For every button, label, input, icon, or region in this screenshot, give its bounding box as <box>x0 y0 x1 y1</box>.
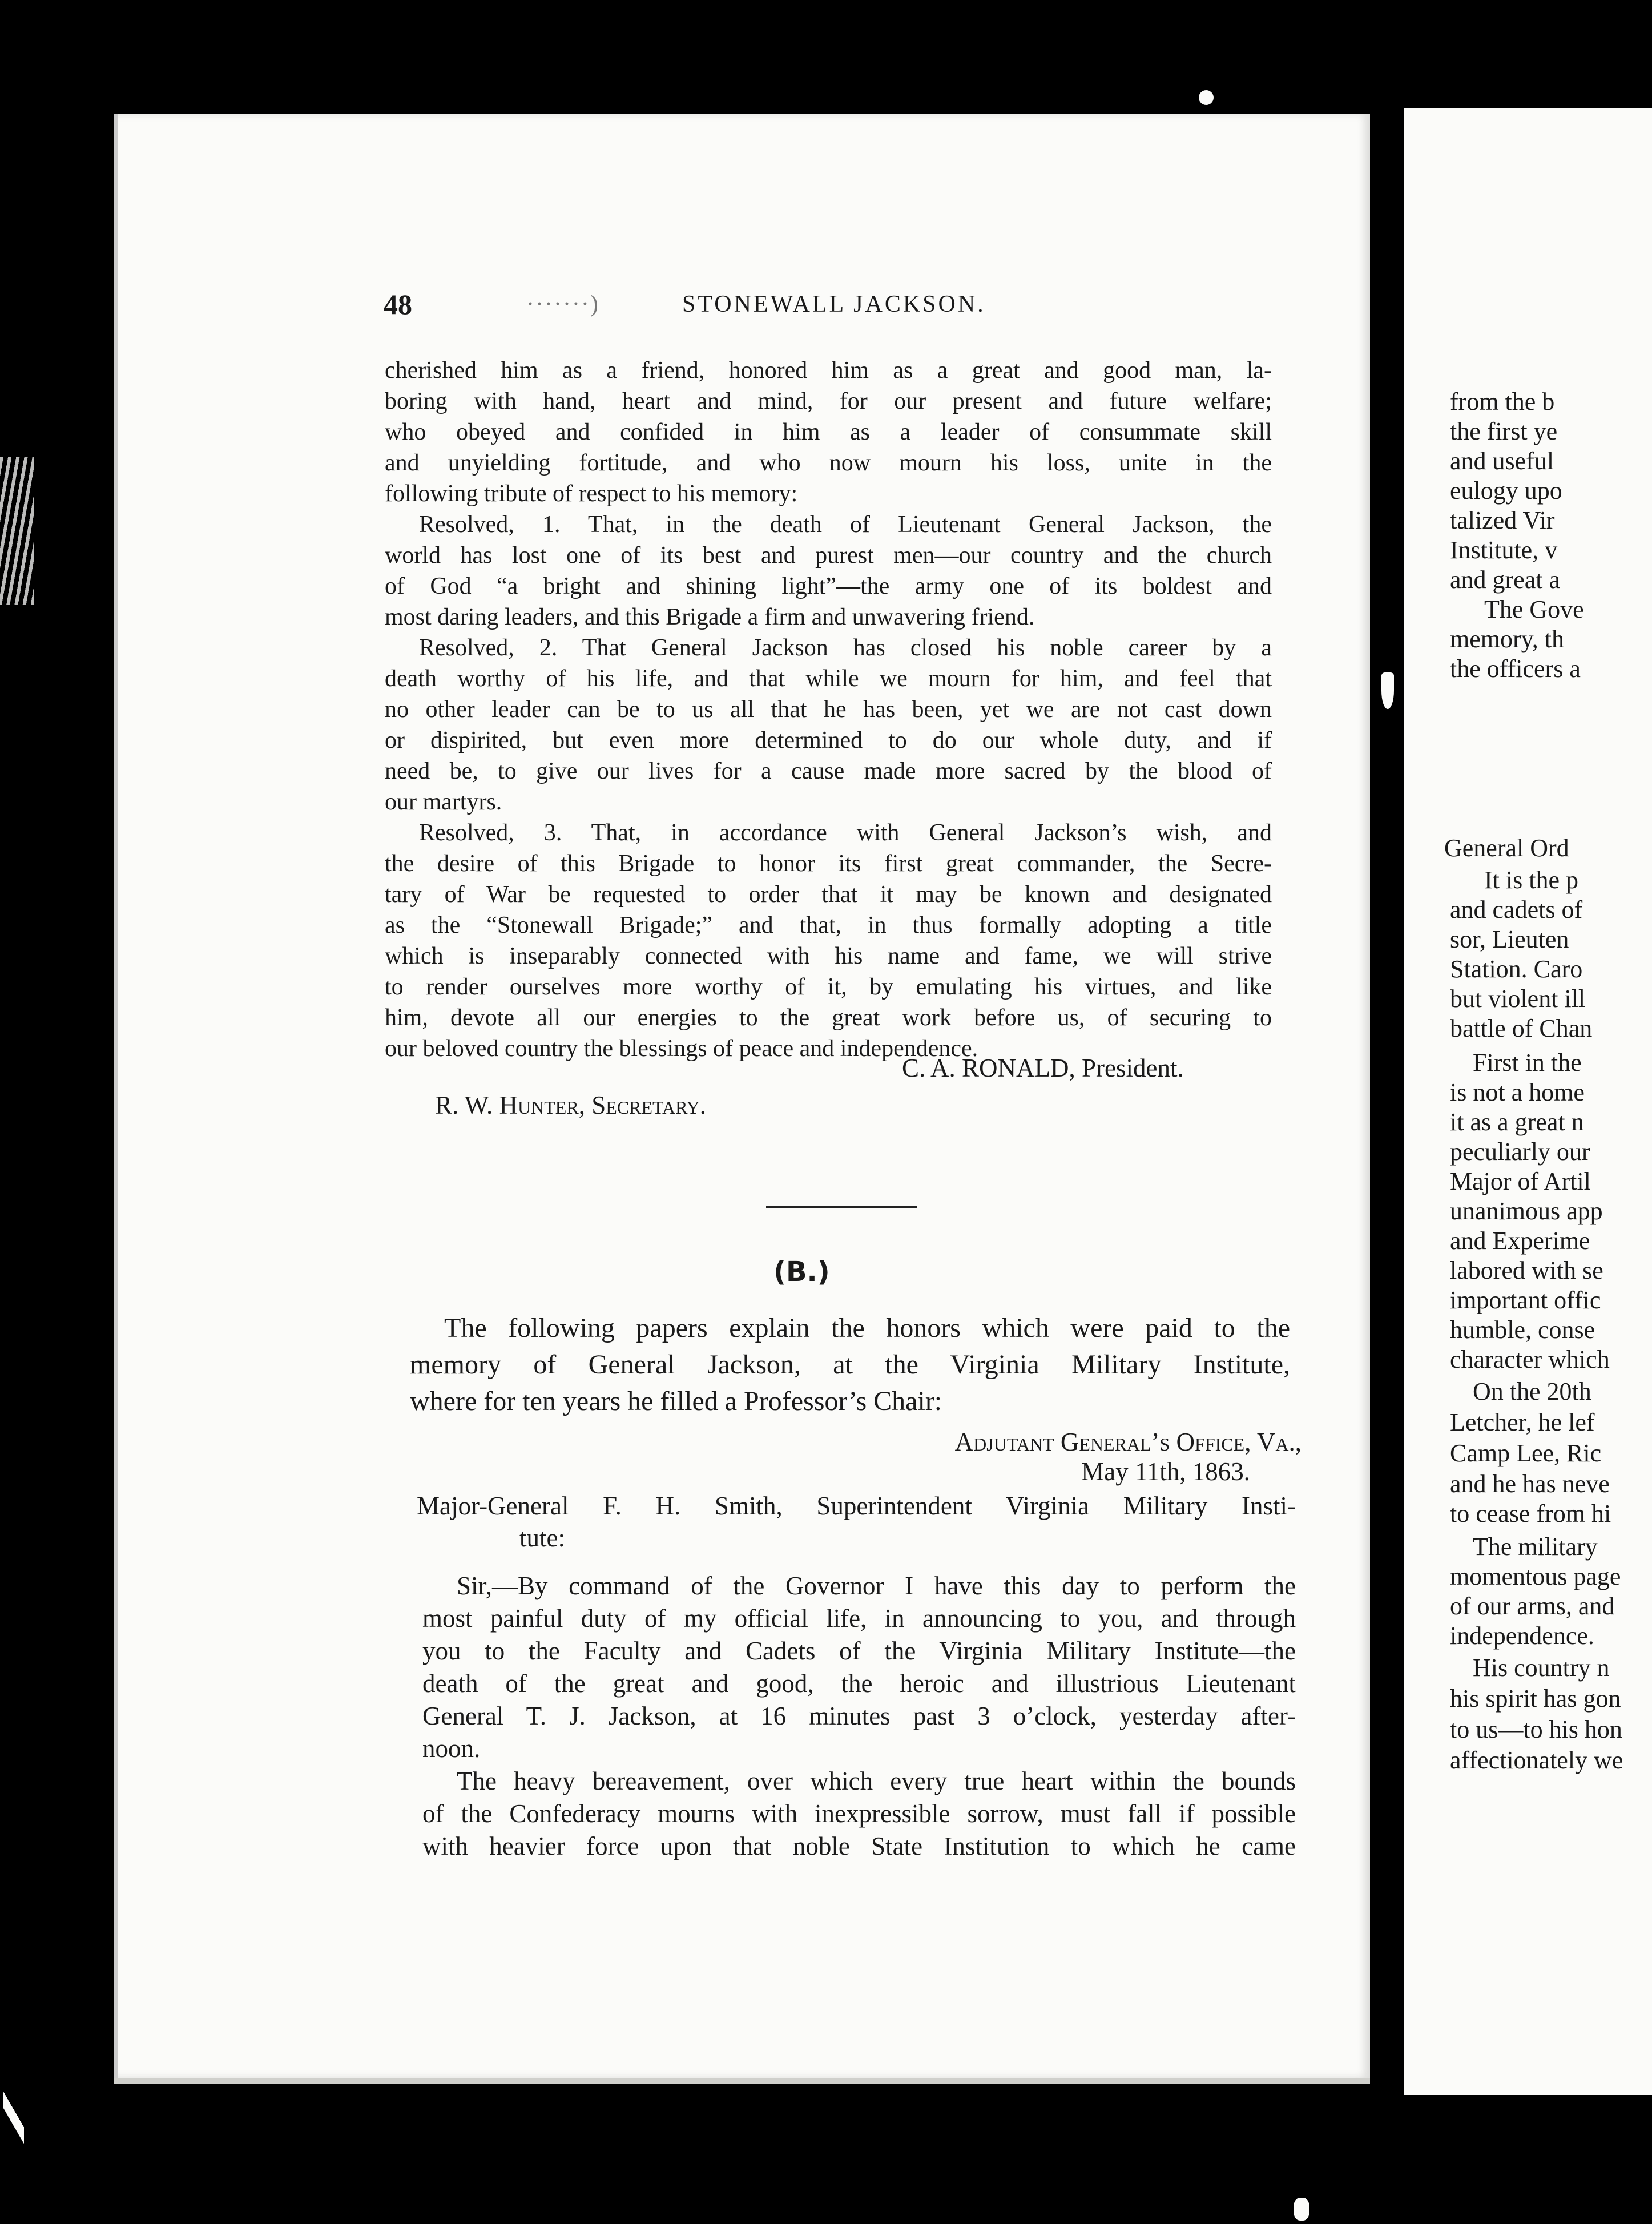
text-line: following tribute of respect to his memory: <box>385 481 798 507</box>
fragment-line: Camp Lee, Ric <box>1450 1439 1602 1467</box>
running-head <box>384 290 1217 319</box>
running-title: STONEWALL JACKSON. <box>682 291 986 317</box>
fragment-line: and Experime <box>1450 1227 1590 1255</box>
office-name: Adjutant General’s Office, Va., <box>954 1428 1302 1456</box>
president-signature: C. A. RONALD, President. <box>902 1054 1184 1082</box>
fragment-line: The military <box>1473 1533 1598 1561</box>
letter-address <box>417 1490 1296 1554</box>
resolution-1-line: world has lost one of its best and purest men—our country and the church <box>385 542 1272 569</box>
fragment-line: talized Vir <box>1450 506 1555 534</box>
fragment-line: from the b <box>1450 388 1555 416</box>
resolution-3-line: Resolved, 3. That, in accordance with General Jackson’s wish, and <box>419 820 1272 846</box>
bottom-left-fragment <box>3 2078 24 2152</box>
intro-line: memory of General Jackson, at the Virginia Military Institute, <box>410 1349 1290 1380</box>
letter-line: of the Confederacy mourns with inexpressible sorrow, must fall if possible <box>422 1799 1296 1828</box>
resolution-1-line: Resolved, 1. That, in the death of Lieutenant General Jackson, the <box>419 511 1272 538</box>
fragment-line: peculiarly our <box>1450 1138 1590 1166</box>
fragment-line: and useful <box>1450 447 1554 475</box>
fragment-line: to us—to his hon <box>1450 1715 1622 1743</box>
office-dateline <box>799 1427 1302 1486</box>
left-edge-fragment <box>0 457 34 605</box>
fragment-line: eulogy upo <box>1450 477 1562 505</box>
resolution-3-line: to render ourselves more worthy of it, by emulating his virtues, and like <box>385 974 1272 1000</box>
letter-line: you to the Faculty and Cadets of the Virginia Military Institute—the <box>422 1637 1296 1665</box>
text-line: boring with hand, heart and mind, for our present and future welfare; <box>385 388 1272 414</box>
head-ornament: ·······) <box>526 291 599 317</box>
resolution-3-line: him, devote all our energies to the great work before us, of securing to <box>385 1005 1272 1031</box>
fragment-line: independence. <box>1450 1622 1594 1650</box>
fragment-line: labored with se <box>1450 1256 1603 1284</box>
letter-line: General T. J. Jackson, at 16 minutes past 3 o’clock, yesterday after- <box>422 1702 1296 1730</box>
section-heading: (B.) <box>773 1256 830 1288</box>
section-rule <box>766 1206 917 1208</box>
resolution-3-line: tary of War be requested to order that it may be known and designated <box>385 881 1272 908</box>
resolutions-block <box>385 355 1272 1064</box>
fragment-line: but violent ill <box>1450 985 1586 1013</box>
letter-line: noon. <box>422 1734 481 1763</box>
text-line: who obeyed and confided in him as a leader of consummate skill <box>385 419 1272 445</box>
fragment-line: the first ye <box>1450 417 1558 445</box>
intro-line: The following papers explain the honors which were paid to the <box>444 1313 1290 1343</box>
fragment-line: affectionately we <box>1450 1746 1623 1774</box>
fragment-line: and he has neve <box>1450 1470 1610 1498</box>
fragment-line: and great a <box>1450 566 1560 594</box>
page-notch <box>1199 90 1214 105</box>
resolution-2-line: or dispirited, but even more determined to do our whole duty, and if <box>385 727 1272 754</box>
page-number: 48 <box>384 288 412 320</box>
fragment-line: the officers a <box>1450 655 1581 683</box>
resolution-3-line: our beloved country the blessings of peace and independence. <box>385 1036 978 1062</box>
text-line: and unyielding fortitude, and who now mourn his loss, unite in the <box>385 450 1272 476</box>
fragment-line: important offic <box>1450 1286 1601 1314</box>
resolution-3-line: which is inseparably connected with his name and fame, we will strive <box>385 943 1272 969</box>
letter-line: with heavier force upon that noble State Institution to which he came <box>422 1832 1296 1860</box>
fragment-line: and cadets of <box>1450 896 1583 924</box>
office-date: May 11th, 1863. <box>1081 1457 1250 1486</box>
fragment-line: General Ord <box>1444 834 1569 862</box>
resolution-2-line: our martyrs. <box>385 789 502 815</box>
fragment-line: it as a great n <box>1450 1108 1584 1136</box>
resolution-2-line: Resolved, 2. That General Jackson has closed his noble career by a <box>419 635 1272 661</box>
fragment-line: Major of Artil <box>1450 1167 1591 1195</box>
fragment-line: Institute, v <box>1450 536 1558 564</box>
resolution-3-line: the desire of this Brigade to honor its first great commander, the Secre- <box>385 851 1272 877</box>
bottom-fragment <box>1294 2198 1309 2221</box>
intro-line: where for ten years he filled a Professor’s Chair: <box>410 1386 942 1416</box>
fragment-line: On the 20th <box>1473 1377 1591 1405</box>
fragment-line: memory, th <box>1450 625 1564 653</box>
fragment-line: His country n <box>1473 1654 1610 1682</box>
letter-line: Sir,—By command of the Governor I have this day to perform the <box>457 1572 1296 1600</box>
resolution-1-line: most daring leaders, and this Brigade a firm and unwavering friend. <box>385 604 1035 630</box>
address-line: Major-General F. H. Smith, Superintendent Virginia Military Insti- <box>417 1492 1296 1520</box>
resolution-1-line: of God “a bright and shining light”—the army one of its boldest and <box>385 573 1272 599</box>
resolution-2-line: need be, to give our lives for a cause made more sacred by the blood of <box>385 758 1272 784</box>
fragment-line: his spirit has gon <box>1450 1685 1621 1713</box>
fragment-line: First in the <box>1473 1049 1582 1077</box>
resolution-2-line: no other leader can be to us all that he has been, yet we are not cast down <box>385 696 1272 723</box>
fragment-line: sor, Lieuten <box>1450 925 1569 953</box>
resolution-3-line: as the “Stonewall Brigade;” and that, in thus formally adopting a title <box>385 912 1272 938</box>
letter-line: most painful duty of my official life, in announcing to you, and through <box>422 1604 1296 1633</box>
intro-paragraph <box>410 1310 1290 1420</box>
letter-line: death of the great and good, the heroic and illustrious Lieutenant <box>422 1669 1296 1698</box>
fragment-line: Station. Caro <box>1450 955 1583 983</box>
gutter-mark <box>1381 672 1394 709</box>
fragment-line: The Gove <box>1484 595 1584 623</box>
fragment-line: of our arms, and <box>1450 1592 1615 1620</box>
resolution-2-line: death worthy of his life, and that while we mourn for him, and feel that <box>385 666 1272 692</box>
text-line: cherished him as a friend, honored him as a great and good man, la- <box>385 357 1272 384</box>
secretary-signature: R. W. Hunter, Secretary. <box>435 1091 707 1119</box>
letter-body <box>422 1570 1296 1863</box>
letter-line: The heavy bereavement, over which every true heart within the bounds <box>457 1767 1296 1795</box>
fragment-line: to cease from hi <box>1450 1500 1611 1528</box>
fragment-line: unanimous app <box>1450 1197 1603 1225</box>
fragment-line: humble, conse <box>1450 1316 1595 1344</box>
fragment-line: character which <box>1450 1345 1610 1373</box>
fragment-line: Letcher, he lef <box>1450 1408 1595 1436</box>
address-line: tute: <box>519 1524 565 1552</box>
fragment-line: It is the p <box>1484 866 1578 894</box>
fragment-line: is not a home <box>1450 1078 1585 1106</box>
fragment-line: battle of Chan <box>1450 1014 1593 1042</box>
fragment-line: momentous page <box>1450 1562 1621 1590</box>
